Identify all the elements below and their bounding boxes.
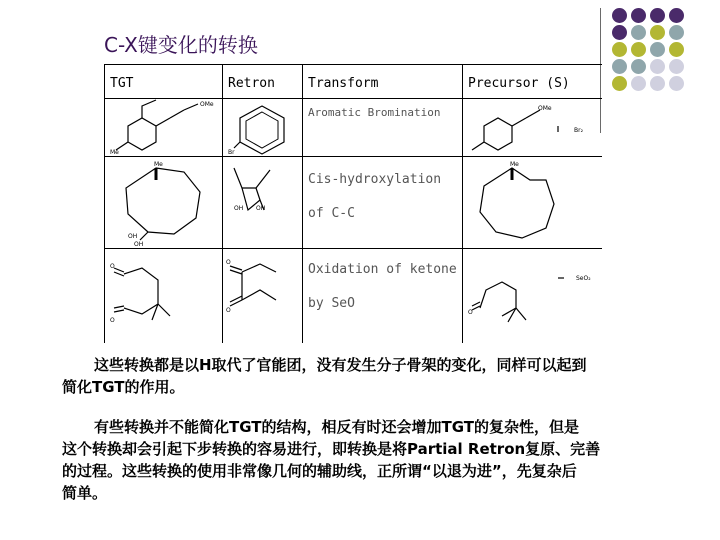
tgt-label-o-1: O xyxy=(110,263,115,270)
table-col-rule xyxy=(104,64,105,343)
decor-dot xyxy=(669,59,684,74)
paragraph-1-line-1: 这些转换都是以H取代了官能团，没有发生分子骨架的变化，同样可以起到 xyxy=(94,356,587,374)
decor-dot xyxy=(612,42,627,57)
transform-table xyxy=(104,64,602,343)
tgt-label-me-2: Me xyxy=(154,161,163,168)
transform-row1: Aromatic Bromination xyxy=(308,106,441,119)
table-col-rule xyxy=(302,64,303,343)
paragraph-2-line-1: 有些转换并不能简化TGT的结构，相反有时还会增加TGT的复杂性，但是 xyxy=(94,418,580,436)
precursor-label-seo2: SeO₂ xyxy=(576,275,591,282)
retron-label-oh-2: OH xyxy=(256,205,266,212)
table-rule xyxy=(104,156,602,157)
decor-dot xyxy=(631,25,646,40)
decor-dot xyxy=(631,8,646,23)
precursor-label-ome: OMe xyxy=(538,105,552,112)
decor-dot xyxy=(631,59,646,74)
decor-dot xyxy=(669,76,684,91)
tgt-label-me: Me xyxy=(110,149,119,156)
decor-dot xyxy=(631,76,646,91)
precursor-label-me: Me xyxy=(510,161,519,168)
tgt-label-o-2: O xyxy=(110,317,115,324)
precursor-structure-1 xyxy=(466,100,600,156)
header-transform: Transform xyxy=(308,76,379,91)
decor-dot xyxy=(612,59,627,74)
decor-dot xyxy=(650,42,665,57)
tgt-structure-3 xyxy=(108,250,222,342)
paragraph-2-line-3: 的过程。这些转换的使用非常像几何的辅助线，正所谓“以退为进”，先复杂后 xyxy=(62,462,577,480)
precursor-structure-3 xyxy=(466,250,600,342)
paragraph-2 xyxy=(62,416,702,504)
decor-dot xyxy=(669,25,684,40)
decor-dot xyxy=(612,8,627,23)
paragraph-2-line-2: 这个转换却会引起下步转换的容易进行，即转换是将Partial Retron复原、完善 xyxy=(62,440,601,458)
tgt-structure-1 xyxy=(108,98,222,156)
retron-structure-1 xyxy=(224,100,300,156)
paragraph-2-line-4: 简单。 xyxy=(62,484,108,502)
table-rule xyxy=(104,248,602,249)
tgt-structure-2 xyxy=(108,158,222,248)
header-retron: Retron xyxy=(228,76,275,91)
decor-dot xyxy=(650,76,665,91)
retron-structure-2 xyxy=(224,158,300,248)
tgt-label-oh-1: OH xyxy=(134,241,144,248)
decor-dot xyxy=(650,25,665,40)
tgt-label-oh-2: OH xyxy=(128,233,138,240)
retron-label-o-1: O xyxy=(226,259,231,266)
paragraph-1-line-2: 简化TGT的作用。 xyxy=(62,378,185,396)
table-col-rule xyxy=(462,64,463,343)
decor-dot xyxy=(650,59,665,74)
retron-structure-3 xyxy=(224,250,300,342)
header-tgt: TGT xyxy=(110,76,134,91)
retron-label-o-2: O xyxy=(226,307,231,314)
decor-dot xyxy=(669,8,684,23)
decorative-dot-grid xyxy=(612,8,686,91)
transform-row3-line1: Oxidation of ketone xyxy=(308,262,457,277)
transform-row3-line2: by SeO xyxy=(308,296,355,311)
table-rule xyxy=(104,64,602,65)
transform-row2-line2: of C-C xyxy=(308,206,355,221)
table-col-rule xyxy=(222,64,223,343)
precursor-label-o: O xyxy=(468,309,473,316)
decor-dot xyxy=(612,76,627,91)
tgt-label-ome: OMe xyxy=(200,101,214,108)
decor-dot xyxy=(612,25,627,40)
precursor-label-br2: Br₂ xyxy=(574,127,583,134)
header-precursor: Precursor (S) xyxy=(468,76,570,91)
slide-title: C-X键变化的转换 xyxy=(104,33,258,57)
paragraph-1 xyxy=(62,354,702,398)
retron-label-oh-1: OH xyxy=(234,205,244,212)
decor-dot xyxy=(669,42,684,57)
retron-label-br: Br xyxy=(228,149,235,156)
precursor-structure-2 xyxy=(466,158,600,248)
transform-row2-line1: Cis-hydroxylation xyxy=(308,172,442,187)
decor-dot xyxy=(631,42,646,57)
decor-dot xyxy=(650,8,665,23)
